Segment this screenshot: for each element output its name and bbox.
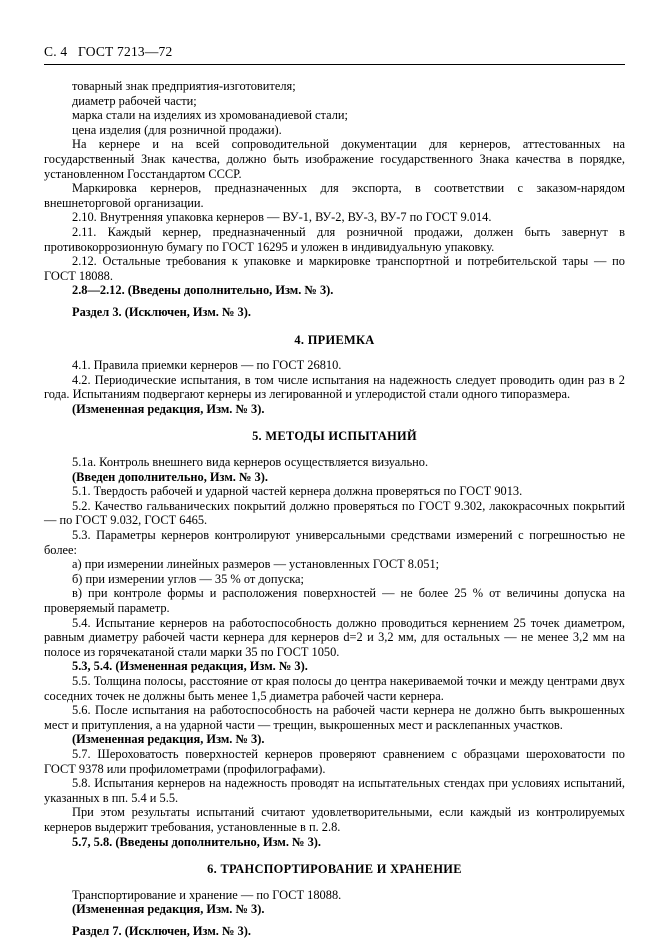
paragraph: диаметр рабочей части; [72, 93, 197, 108]
amendment-note: 2.8—2.12. (Введены дополнительно, Изм. № 3). [72, 283, 334, 298]
clause-2-11: 2.11. Каждый кернер, предназначенный для розничной продажи, должен быть завернут в противокоррозионную бумагу по ГОСТ 16295 и уложен в индивидуальную упаковку. [44, 224, 625, 254]
amendment-note: (Измененная редакция, Изм. № 3). [72, 732, 265, 747]
section-heading-6: 6. ТРАНСПОРТИРОВАНИЕ И ХРАНЕНИЕ [207, 862, 462, 877]
clause-5-8: 5.8. Испытания кернеров на надежность проводят на испытательных стендах при условиях испытаний, указанных в пп. 5.4 и 5.5. [44, 776, 625, 805]
clause-5-1: 5.1. Твердость рабочей и ударной частей кернера должна проверяться по ГОСТ 9013. [72, 484, 523, 499]
header-divider [44, 64, 625, 65]
paragraph: цена изделия (для розничной продажи). [72, 122, 282, 137]
section-heading-4: 4. ПРИЕМКА [294, 332, 375, 347]
section-7-excluded-note: Раздел 7. (Исключен, Изм. № 3). [72, 923, 251, 938]
standard-designation: ГОСТ 7213—72 [78, 44, 173, 59]
clause-5-4: 5.4. Испытание кернеров на работоспособность должно проводиться кернением 25 точек диаметром, равным диаметру рабочей части кернера для кернеров d=2 и 3,2 мм, для остальных — не менее 3,2 мм на полосе из горячекатаной стали марки 35 по ГОСТ 1050. [44, 615, 625, 659]
page-number-label: С. 4 [44, 44, 68, 59]
amendment-note: (Измененная редакция, Изм. № 3). [72, 902, 265, 917]
paragraph: Маркировка кернеров, предназначенных для экспорта, в соответствии с заказом-нарядом внешнеторговой организации. [44, 181, 625, 210]
clause-5-5: 5.5. Толщина полосы, расстояние от края полосы до центра накериваемой точки и между центрами двух соседних точек не должны быть менее 1,5 диаметра рабочей части кернера. [44, 673, 625, 703]
amendment-note: 5.3, 5.4. (Измененная редакция, Изм. № 3). [72, 659, 308, 674]
paragraph: товарный знак предприятия-изготовителя; [72, 79, 296, 93]
paragraph: Транспортирование и хранение — по ГОСТ 18088. [72, 887, 342, 902]
clause-4-1: 4.1. Правила приемки кернеров — по ГОСТ 26810. [72, 358, 342, 373]
section-heading-5: 5. МЕТОДЫ ИСПЫТАНИЙ [252, 429, 417, 444]
document-body [44, 79, 625, 938]
list-item-a: а) при измерении линейных размеров — установленных ГОСТ 8.051; [72, 557, 440, 572]
paragraph: При этом результаты испытаний считают удовлетворительными, если каждый из контролируемых кернеров выдержит требования, установленные в п. 2.8. [44, 805, 625, 834]
paragraph: На кернере и на всей сопроводительной документации для кернеров, аттестованных на государственный Знак качества, должно быть изображение государственного Знака качества в порядке, установленном Госстандартом СССР. [44, 137, 625, 181]
amendment-note: (Измененная редакция, Изм. № 3). [72, 401, 265, 416]
clause-2-10: 2.10. Внутренняя упаковка кернеров — ВУ-1, ВУ-2, ВУ-3, ВУ-7 по ГОСТ 9.014. [72, 210, 492, 225]
amendment-note: 5.7, 5.8. (Введены дополнительно, Изм. № 3). [72, 834, 321, 849]
clause-5-7: 5.7. Шероховатость поверхностей кернеров проверяют сравнением с образцами шероховатости по ГОСТ 9378 или профилометрами (профилографами). [44, 746, 625, 776]
page-header [44, 44, 625, 60]
paragraph: марка стали на изделиях из хромованадиевой стали; [72, 108, 348, 123]
clause-5-1a: 5.1а. Контроль внешнего вида кернеров осуществляется визуально. [72, 455, 429, 470]
clause-5-6: 5.6. После испытания на работоспособность на рабочей части кернера не должно быть выкрошенных мест и притупления, а на ударной части — трещин, выкрошенных мест и расклепанных участков. [44, 703, 625, 732]
amendment-note: (Введен дополнительно, Изм. № 3). [72, 469, 268, 484]
clause-5-3: 5.3. Параметры кернеров контролируют универсальными средствами измерений с погрешностью не более: [44, 528, 625, 557]
clause-4-2: 4.2. Периодические испытания, в том числе испытания на надежность следует проводить один раз в 2 года. Испытаниям подвергают кернеры из легированной и углеродистой стали одного типоразмера. [44, 372, 625, 402]
clause-2-12: 2.12. Остальные требования к упаковке и маркировке транспортной и потребительской тары — по ГОСТ 18088. [44, 254, 625, 283]
clause-5-2: 5.2. Качество гальванических покрытий должно проверяться по ГОСТ 9.302, лакокрасочных покрытий — по ГОСТ 9.032, ГОСТ 6465. [44, 498, 625, 528]
list-item-v: в) при контроле формы и расположения поверхностей — не более 25 % от величины допуска на проверяемый параметр. [44, 586, 625, 615]
section-3-excluded-note: Раздел 3. (Исключен, Изм. № 3). [72, 304, 251, 319]
list-item-b: б) при измерении углов — 35 % от допуска; [72, 571, 304, 586]
